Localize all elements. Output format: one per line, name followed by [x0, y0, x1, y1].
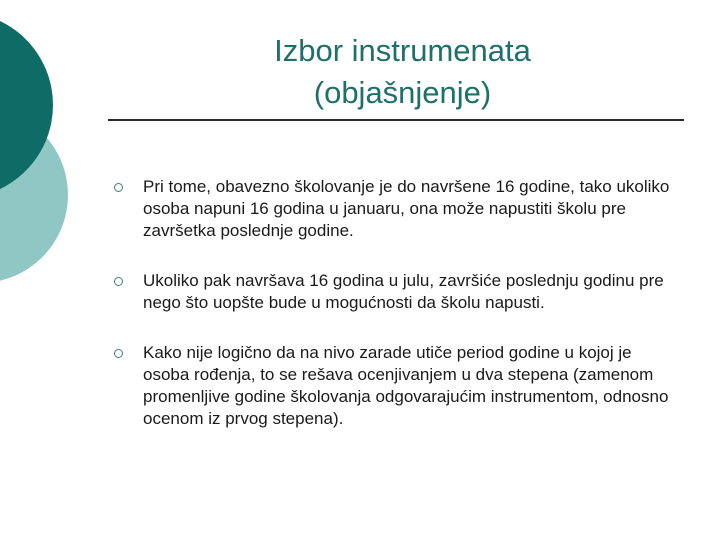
bullet-list	[112, 176, 672, 430]
bullet-item	[112, 176, 672, 242]
bullet-item	[112, 270, 672, 314]
circle-bullet-icon	[114, 349, 123, 358]
bullet-item	[112, 342, 672, 430]
circle-bullet-icon	[114, 183, 123, 192]
slide-title	[130, 30, 675, 114]
title-divider	[108, 119, 684, 121]
decorative-circles	[0, 0, 90, 300]
bullet-text: Ukoliko pak navršava 16 godina u julu, završiće poslednju godinu pre nego što uopšte bude u mogućnosti da školu napusti.	[143, 271, 664, 312]
circle-bullet-icon	[114, 277, 123, 286]
bullet-text: Pri tome, obavezno školovanje je do navršene 16 godine, tako ukoliko osoba napuni 16 godina u januaru, ona može napustiti školu pre završetka poslednje godine.	[143, 177, 670, 240]
bullet-text: Kako nije logično da na nivo zarade utiče period godine u kojoj je osoba rođenja, to se rešava ocenjivanjem u dva stepena (zamenom promenljive godine školovanja odgovarajućim instrumentom, odnosno ocenom iz prvog stepena).	[143, 343, 669, 428]
slide-title-line-2: (objašnjenje)	[313, 75, 492, 110]
slide-title-line-1: Izbor instrumenata	[274, 33, 531, 68]
